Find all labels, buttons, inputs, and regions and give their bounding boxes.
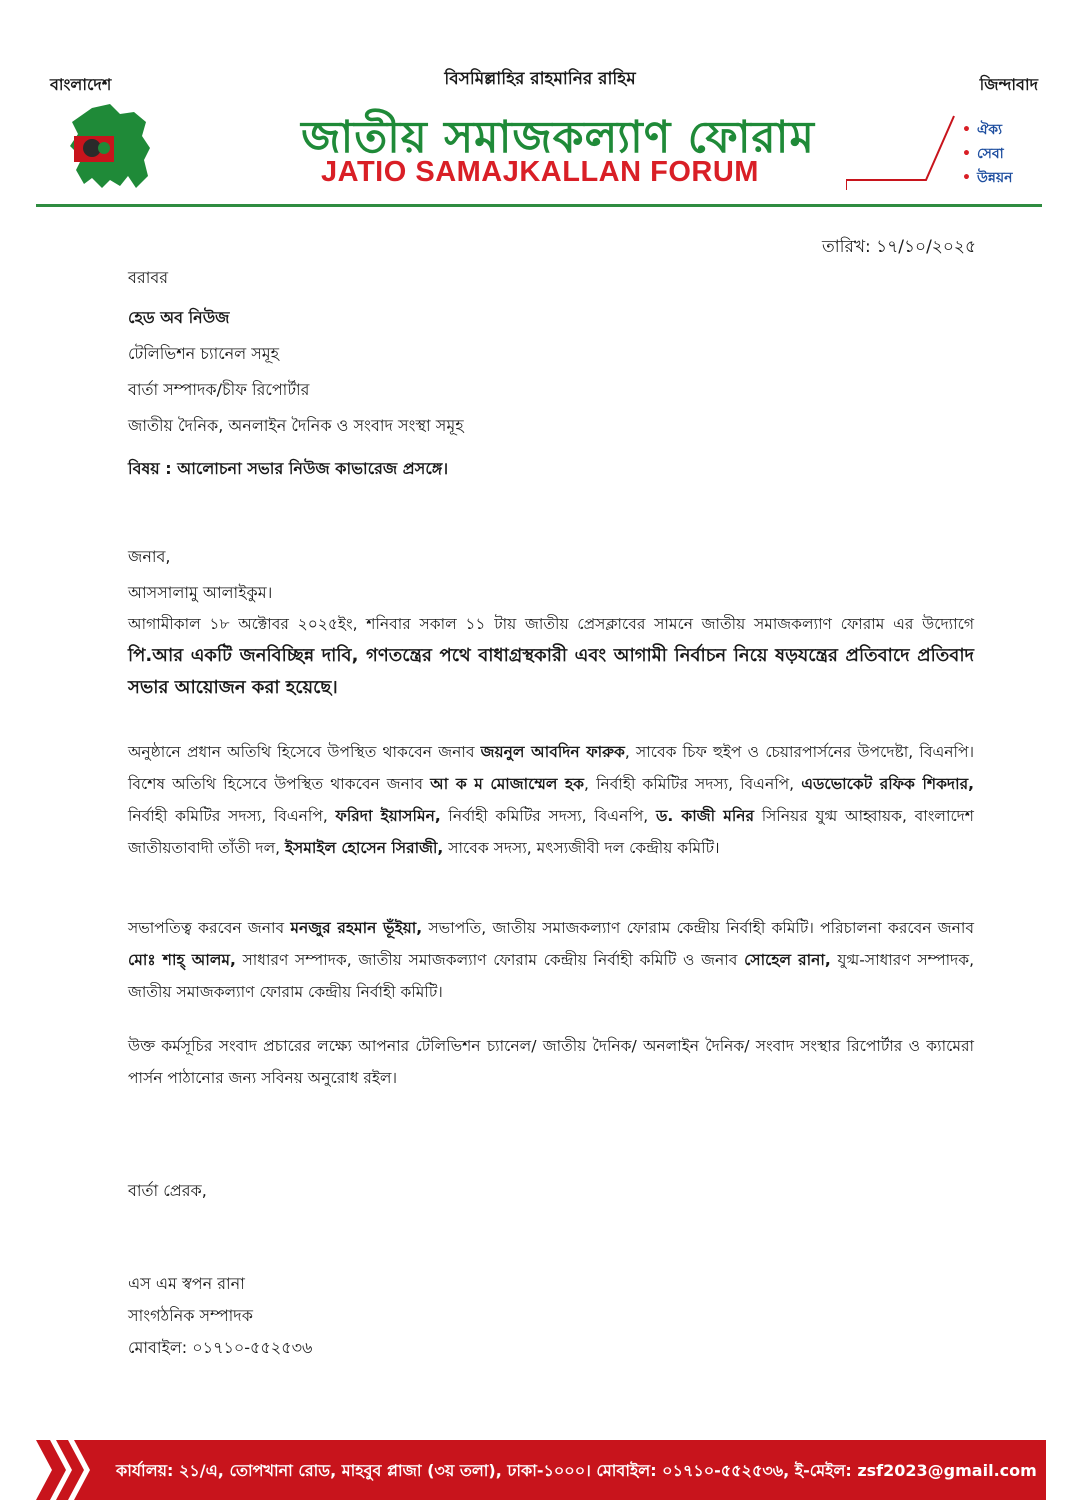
bismillah-text: বিসমিল্লাহির রাহমানির রাহিম [444, 69, 636, 89]
motto-item: • ঐক্য [962, 118, 1012, 142]
footer-stripes-decoration [36, 1440, 116, 1500]
recipient-line: হেড অব নিউজ [128, 308, 230, 327]
paragraph-guests [128, 736, 974, 864]
motto-item: • সেবা [962, 142, 1012, 166]
bold-name-run: মনজুর রহমান ভূঁইয়া, [290, 919, 423, 937]
recipient-line: বার্তা সম্পাদক/চীফ রিপোর্টার [128, 380, 310, 399]
footer-address: কার্যালয়: ২১/এ, তোপখানা রোড, মাহবুব প্লাজা (৩য় তলা), ঢাকা-১০০০। মোবাইল: ০১৭১০-৫৫২৫৩৬, ই-মেইল: zsf2023@gmail.com [116, 1461, 1037, 1480]
sender-title: সাংগঠনিক সম্পাদক [128, 1306, 253, 1325]
letter-date: তারিখ: ১৭/১০/২০২৫ [821, 237, 976, 257]
recipient-line: জাতীয় দৈনিক, অনলাইন দৈনিক ও সংবাদ সংস্থা সমূহ [128, 416, 464, 435]
motto-item: • উন্নয়ন [962, 166, 1012, 190]
bold-name-run: সোহেল রানা, [744, 951, 831, 969]
text-run: , নির্বাহী কমিটির সদস্য, বিএনপি, [584, 775, 802, 793]
recipient-block [128, 262, 464, 442]
motto-decoration [846, 110, 956, 190]
salutation: জনাব, [128, 547, 171, 566]
text-run: সভাপতিত্ব করবেন জনাব [128, 919, 291, 937]
greeting: আসসালামু আলাইকুম। [128, 583, 273, 602]
text-run: সাধারণ সম্পাদক, জাতীয় সমাজকল্যাণ ফোরাম কেন্দ্রীয় নির্বাহী কমিটি ও জনাব [235, 951, 745, 969]
text-run: সাবেক সদস্য, মৎস্যজীবী দল কেন্দ্রীয় কমিটি। [443, 839, 720, 857]
subject-line: বিষয় : আলোচনা সভার নিউজ কাভারেজ প্রসঙ্গে। [128, 459, 449, 478]
bold-name-run: এডভোকেট রফিক শিকদার, [801, 775, 974, 793]
text-run: সিনিয়র যুগ্ম আহ্বায়ক, বাংলাদেশ জাতীয়তাবাদী তাঁতী দল, [128, 807, 974, 857]
text-run: সভাপতি, জাতীয় সমাজকল্যাণ ফোরাম কেন্দ্রীয় নির্বাহী কমিটি। পরিচালনা করবেন জনাব [422, 919, 974, 937]
closing-line: বার্তা প্রেরক, [128, 1181, 207, 1200]
sender-mobile: মোবাইল: ০১৭১০-৫৫২৫৩৬ [128, 1338, 313, 1357]
text-run: নির্বাহী কমিটির সদস্য, বিএনপি, [440, 807, 656, 825]
paragraph-event-highlight: পি.আর একটি জনবিচ্ছিন্ন দাবি, গণতন্ত্রের পথে বাধাগ্রস্থকারী এবং আগামী নির্বাচন নিয়ে ষড়যন্ত্রের প্রতিবাদে প্রতিবাদ সভার আয়োজন করা হয়েছে। [128, 645, 974, 698]
motto-list [962, 118, 1012, 190]
org-name-en: JATIO SAMAJKALLAN FORUM [321, 156, 759, 188]
text-run: নির্বাহী কমিটির সদস্য, বিএনপি, [128, 807, 336, 825]
recipient-line: টেলিভিশন চ্যানেল সমূহ [128, 344, 280, 363]
bold-name-run: ড. কাজী মনির [655, 807, 755, 825]
bold-name-run: ফরিদা ইয়াসমিন, [335, 807, 441, 825]
to-label: বরাবর [128, 268, 169, 287]
signature-block [128, 1268, 312, 1364]
slogan-label: জিন্দাবাদ [979, 75, 1038, 94]
bold-name-run: জয়নুল আবদিন ফারুক [480, 743, 625, 761]
footer-bar [36, 1440, 1046, 1500]
bold-name-run: মোঃ শাহ্ আলম, [128, 951, 236, 969]
text-run: যুগ্ম-সাধারণ সম্পাদক, জাতীয় সমাজকল্যাণ ফোরাম কেন্দ্রীয় নির্বাহী কমিটি। [128, 951, 974, 1001]
paragraph-chair [128, 912, 974, 1008]
paragraph-event-text: আগামীকাল ১৮ অক্টোবর ২০২৫ইং, শনিবার সকাল ১১ টায় জাতীয় প্রেসক্লাবের সামনে জাতীয় সমাজকল্যাণ ফোরাম এর উদ্যোগে [128, 615, 974, 633]
text-run: অনুষ্ঠানে প্রধান অতিথি হিসেবে উপস্থিত থাকবেন জনাব [128, 743, 481, 761]
text-run: , সাবেক চিফ হুইপ ও চেয়ারপার্সনের উপদেষ্টা, বিএনপি। বিশেষ অতিথি হিসেবে উপস্থিত থাকবেন জনাব [128, 743, 975, 793]
header-divider [36, 204, 1042, 207]
bold-name-run: আ ক ম মোজাম্মেল হক [430, 775, 585, 793]
paragraph-event [128, 608, 974, 704]
sender-name: এস এম স্বপন রানা [128, 1274, 245, 1293]
paragraph-request: উক্ত কর্মসূচির সংবাদ প্রচারের লক্ষ্যে আপনার টেলিভিশন চ্যানেল/ জাতীয় দৈনিক/ অনলাইন দৈনিক/ সংবাদ সংস্থার রিপোর্টার ও ক্যামেরা পার্সন পাঠানোর জন্য সবিনয় অনুরোধ রইল। [128, 1037, 974, 1087]
bold-name-run: ইসমাইল হোসেন সিরাজী, [284, 839, 444, 857]
org-name-bn: জাতীয় সমাজকল্যাণ ফোরাম [301, 112, 815, 163]
country-label: বাংলাদেশ [50, 75, 112, 94]
